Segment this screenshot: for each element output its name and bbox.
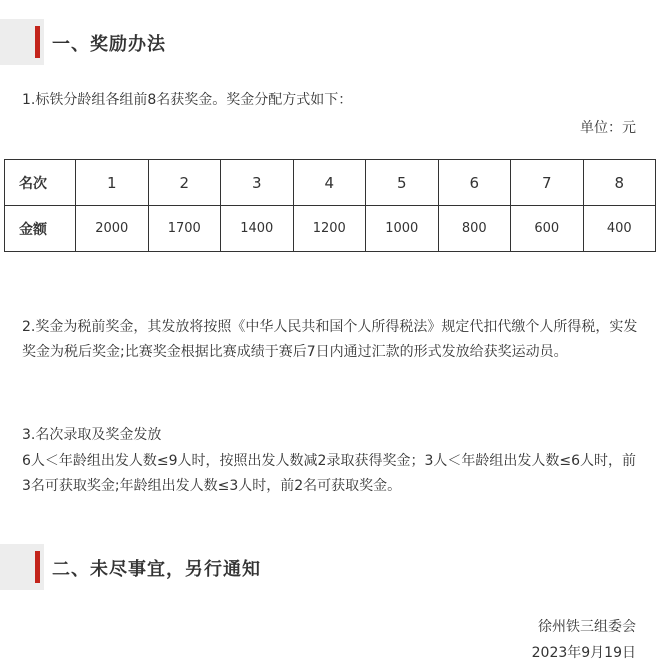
amount-header: 金额	[5, 206, 76, 252]
rank-cell: 8	[583, 160, 656, 206]
rank-row	[5, 160, 656, 206]
rank-cell: 2	[148, 160, 221, 206]
amount-cell: 1700	[148, 206, 221, 252]
prize-table	[4, 159, 656, 252]
rank-cell: 7	[511, 160, 584, 206]
amount-cell: 1000	[366, 206, 439, 252]
ranking-body: 6人＜年龄组出发人数≤9人时，按照出发人数减2录取获得奖金；3人＜年龄组出发人数≤6人时，前3名可获取奖金;年龄组出发人数≤3人时，前2名可获取奖金。	[22, 453, 636, 494]
rank-cell: 3	[221, 160, 294, 206]
heading-accent-bar	[35, 551, 40, 583]
tax-paragraph: 2.奖金为税前奖金，其发放将按照《中华人民共和国个人所得税法》规定代扣代缴个人所得税，实发奖金为税后奖金;比赛奖金根据比赛成绩于赛后7日内通过汇款的形式发放给获奖运动员。	[22, 319, 638, 360]
rank-cell: 5	[366, 160, 439, 206]
amount-cell: 1200	[293, 206, 366, 252]
section-heading-other	[0, 544, 660, 590]
amount-cell: 400	[583, 206, 656, 252]
section-heading-rewards	[0, 19, 660, 65]
amount-row	[5, 206, 656, 252]
intro-text: 1.标铁分龄组各组前8名获奖金。奖金分配方式如下：	[22, 92, 353, 108]
section-title: 一、奖励办法	[52, 34, 166, 55]
rank-cell: 6	[438, 160, 511, 206]
signature-org: 徐州铁三组委会	[538, 619, 636, 635]
signature-date: 2023年9月19日	[531, 645, 636, 661]
rank-cell: 1	[76, 160, 149, 206]
section-title: 二、未尽事宜，另行通知	[52, 559, 261, 580]
rank-cell: 4	[293, 160, 366, 206]
rank-header: 名次	[5, 160, 76, 206]
amount-cell: 1400	[221, 206, 294, 252]
amount-cell: 600	[511, 206, 584, 252]
heading-accent-bar	[35, 26, 40, 58]
amount-cell: 2000	[76, 206, 149, 252]
unit-label: 单位：元	[580, 120, 636, 136]
ranking-title: 3.名次录取及奖金发放	[22, 427, 162, 443]
amount-cell: 800	[438, 206, 511, 252]
